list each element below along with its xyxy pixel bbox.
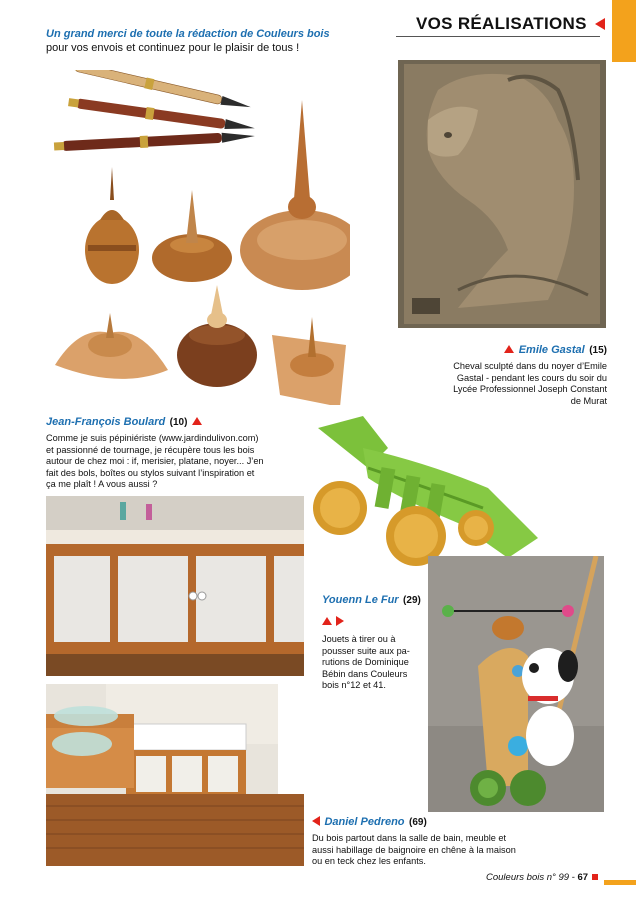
caption-line: ça me plaît ! A vous aussi ? [46,479,158,489]
title-divider [396,36,600,37]
caption-arrow-icon [192,417,202,425]
section-title: VOS RÉALISATIONS [416,14,587,33]
caption-line: et passionné de tournage, je récupère tous les bois [46,444,255,455]
snoopy-toy-photo [428,556,604,812]
bath-cabinet-photo [46,496,304,676]
caption-line: pousser suite aux pa- [322,645,410,656]
author-name: Jean-François Boulard [46,416,166,428]
bathroom-photo [46,684,304,866]
caption-line: fait des bols, boîtes ou stylos suivant l’inspiration et [46,467,255,478]
gastal-caption [432,340,607,407]
author-name: Emile Gastal [518,344,585,356]
caption-line: Du bois partout dans la salle de bain, meuble et [312,833,507,843]
title-arrow-icon [595,18,605,30]
caption-line: Comme je suis pépiniériste (www.jardindulivon.com) [46,433,259,443]
department-number: (10) [169,417,188,428]
caption-line: de Murat [570,395,607,406]
lefur-caption [322,590,432,692]
page-edge-tab [612,0,636,62]
page-footer [486,872,598,883]
intro-encouragement: pour vos envois et continuez pour le plaisir de tous ! [46,42,300,54]
caption-line: autour de chez moi : if, merisier, platane, noyer... J’en [46,456,264,466]
intro-thanks: Un grand merci de toute la rédaction de Couleurs bois [46,28,330,40]
magazine-issue: Couleurs bois n° 99 - [486,872,578,883]
boulard-caption [46,412,296,491]
department-number: (29) [403,595,421,606]
author-name: Daniel Pedreno [324,816,405,828]
caption-line: bois n°12 et 41. [322,680,386,690]
department-number: (15) [589,345,607,356]
caption-line: aussi habillage de baignoire en chêne à la maison [312,844,516,855]
page-number: 67 [577,872,589,883]
caption-arrow-right-icon [336,616,344,626]
caption-line: rutions de Dominique [322,657,409,667]
author-name: Youenn Le Fur [322,594,399,606]
turned-boxes-photo [50,95,350,405]
horse-carving-photo [398,60,606,328]
caption-arrow-icon [312,816,320,826]
caption-line: Jouets à tirer ou à [322,634,396,644]
pedreno-caption [312,812,612,868]
footer-accent-bar [604,880,636,885]
caption-arrow-icon [504,345,514,353]
footer-square-icon [592,874,598,880]
caption-line: Bébin dans Couleurs [322,668,408,679]
caption-line: ou en teck chez les enfants. [312,856,426,866]
caption-arrow-up-icon [322,617,332,625]
caption-line: Lycée Professionnel Joseph Constant [453,384,607,394]
department-number: (69) [408,817,427,828]
crocodile-toy-photo [308,408,546,570]
caption-line: Gastal - pendant les cours du soir du [456,372,607,383]
caption-line: Cheval sculpté dans du noyer d’Emile [453,361,607,371]
